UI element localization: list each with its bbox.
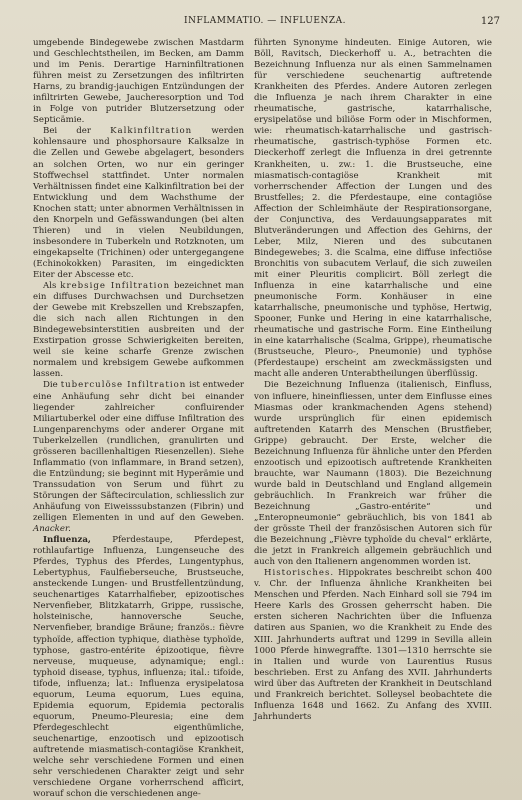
paragraph-text: werden kohlensaure und phosphorsaure Kalksalze in die Zellen und Gewebe abgelagert, besonders an solchen Orten, wo nur ein geringer Stoffwechsel stattfindet. Unter normalen Verhältnissen findet eine Kalkinfiltration bei der Entwicklung und dem Wachsthume der Knochen statt; unter abnormen Verhältnissen in den Knorpeln und Gefässwandungen (bei alten Thieren) und in vielen Neubildungen, insbesondere in Tuberkeln und Rotzknoten, um eingekapselte (Trichinen) oder untergegangene (Echinokokken) Parasiten, im eingedickten Eiter der Abscesse etc.: [33, 126, 244, 280]
paragraph-historisches: [254, 568, 492, 723]
paragraph-text: ist entweder eine Anhäufung sehr dicht bei einander liegender zahlreicher confluirender Miliartuberkel oder eine diffuse Infiltration des Lungenparenchyms oder anderer Organe mit Tuberkelzellen (rundlichen, granulirten und grösseren bacillenhaltigen Riesenzellen). Siehe Inflammatio (von inflammare, in Brand setzen), die Entzündung; sie beginnt mit Hyperämie und Transsudation von Serum und führt zu Störungen der Säftecirculation, schliesslich zur Anhäufung von Eiweisssubstanzen (Fibrin) und zelligen Elementen in und auf den Geweben.: [33, 380, 245, 524]
author-signature: Anacker.: [33, 524, 71, 535]
paragraph-bezeichnung: Die Bezeichnung Influenza (italienisch, Einfluss, von influere, hineinfliessen, unter dem Einflusse eines Miasmas oder krankmachenden Agens stehend) wurde ursprünglich für einen epidemisch auftretenden Katarrh des Menschen (Brustfieber, Grippe) gebraucht. Der Erste, welcher die Bezeichnung Influenza für ähnliche unter den Pferden enzootisch und epizootisch auftretende Krankheiten brauchte, war Naumann (1803). Die Bezeichnung wurde bald in Deutschland und England allgemein gebräuchlich. In Frankreich war früher die Bezeichnung „Gastro-entérite“ und „Enteropneumonie“ gebräuchlich, bis von 1841 ab der grösste Theil der französischen Autoren sich für die Bezeichnung „Fièvre typhoïde du cheval“ erklärte, die jetzt in Frankreich allgemein gebräuchlich und auch von den Italienern angenommen worden ist.: [254, 380, 492, 568]
paragraph-krebsige-infiltration: [33, 281, 244, 380]
paragraph-synonyme: führten Synonyme hindeuten. Einige Autoren, wie Böll, Ravitsch, Dieckerhoff u. A., betrachten die Bezeichnung Influenza nur als einen Sammelnamen für verschiedene seuchenartig auftretende Krankheiten des Pferdes. Andere Autoren zerlegen die Influenza je nach ihrem Charakter in eine rheumatische, gastrische, katarrhalische, erysipelatöse und biliöse Form oder in Mischformen, wie: rheumatisch-katarrhalische und gastrisch-rheumatische, gastrisch-typhöse Formen etc. Dieckerhoff zerlegt die Influenza in drei getrennte Krankheiten, u. zw.: 1. die Brustseuche, eine miasmatisch-contagiöse Krankheit mit vorherrschender Affection der Lungen und des Brustfelles; 2. die Pferdestaupe, eine contagiöse Affection der Schleimhäute der Respirationsorgane, der Conjunctiva, des Verdauungsapparates mit Blutveränderungen und Affection des Gehirns, der Leber, Milz, Nieren und des subcutanen Bindegewebes; 3. die Scalma, eine diffuse infectiöse Bronchitis von subacutem Verlauf, die sich zuweilen mit einer Pleuritis complicirt. Böll zerlegt die Influenza in eine katarrhalische und eine pneumonische Form. Konhäuser in eine katarrhalische, pneumonische und typhöse, Hertwig, Spooner, Funke und Hering in eine katarrhalische, rheumatische und gastrische Form. Eine Eintheilung in eine katarrhalische (Scalma, Grippe), rheumatische (Brustseuche, Pleuro-, Pneumonie) und typhöse (Pferdestaupe) erscheint am zweckmässigsten und macht alle anderen Unterabtheilungen überflüssig.: [254, 38, 492, 380]
paragraph-text: bezeichnet man ein diffuses Durchwachsen und Durchsetzen der Gewebe mit Krebszellen und Krebszapfen, die sich nach allen Richtungen in den Bindegewebsinterstitien ausbreiten und der Exstirpation grosse Schwierigkeiten bereiten, weil sie keine scharfe Grenze zwischen normalem und krebsigem Gewebe aufkommen lassen.: [33, 281, 245, 380]
paragraph-kalkinfiltration: [33, 126, 244, 281]
left-column: [33, 38, 245, 800]
paragraph-text: Pferdestaupe, Pferdepest, rothlaufartige Influenza, Lungenseuche des Pferdes, Typhus des Pferdes, Lungentyphus, Lebertyphus, Faulfieberseuche, Brustseuche, ansteckende Lungen- und Brustfellentzündung, seuchenartiges Katarrhalfieber, epizootisches Nervenfieber, Blitzkatarrh, Grippe, russische, holsteinische, hannoversche Seuche, Nervenfieber, brandige Bräune; französ.: fièvre typhoïde, affection typhique, diathèse typhoïde, typhose, gastro-entérite épizootique, fièvre nerveuse, muqueuse, adynamique; engl.: typhoid disease, typhus, influenza; ital.: tifoide, tifode, influenza; lat.: Influenza erysipelatosa equorum, Leuma equorum, Lues equina, Epidemia equorum, Epidemia pectoralis equorum, Pneumo-Pleuresia; eine dem Pferdegeschlecht eigenthümliche, seuchenartige, enzootisch und epizootisch auftretende miasmatisch-contagiöse Krankheit, welche sehr verschiedene Formen und einen sehr verschiedenen Charakter zeigt und sehr verschiedene Organe vorherrschend afficirt, worauf schon die verschiedenen ange-: [33, 535, 244, 800]
paragraph-influenza-entry: [33, 535, 244, 800]
paragraph-text: Hippokrates beschreibt schon 400 v. Chr. der Influenza ähnliche Krankheiten bei Menschen und Pferden. Nach Einhard soll sie 794 im Heere Karls des Grossen geherrscht haben. Die ersten sicheren Nachrichten über die Influenza datiren aus Spanien, wo die Krankheit zu Ende des XIII. Jahrhunderts auftrat und 1299 in Sevilla allein 1000 Pferde hinwegraffte. 1301—1310 herrschte sie in Italien und wurde von Laurentius Rusus beschrieben. Erst zu Anfang des XVII. Jahrhunderts wird über das Auftreten der Krankheit in Deutschland und Frankreich berichtet. Solleysel beobachtete die Influenza 1648 und 1662. Zu Anfang des XVIII. Jahrhunderts: [254, 568, 493, 722]
paragraph-lead: Bei der: [43, 126, 91, 137]
paragraph-lead: Die: [43, 380, 58, 391]
paragraph-harninfiltration: umgebende Bindegewebe zwischen Mastdarm und Geschlechtstheilen, im Becken, am Damm und im Penis. Derartige Harninfiltrationen führen meist zu Zersetzungen des infiltrirten Harns, zu brandig-jauchigen Entzündungen der infiltrirten Gewebe, Jaucheresorption und Tod in Folge von putrider Blutzersetzung oder Septicämie.: [33, 38, 244, 126]
term-kalkinfiltration: Kalkinfiltration: [110, 126, 193, 137]
running-head-title: INFLAMMATIO. — INFLUENZA.: [184, 16, 346, 26]
page-number: 127: [480, 16, 500, 27]
entry-headword-influenza: Influenza,: [43, 535, 91, 546]
paragraph-tuberculoese-infiltration: [33, 380, 244, 535]
term-tuberculoese-infiltration: tuberculöse Infiltration: [60, 380, 187, 391]
term-krebsige-infiltration: krebsige Infiltration: [60, 281, 171, 292]
paragraph-lead: Als: [43, 281, 57, 292]
running-head: [0, 16, 522, 32]
right-column: [254, 38, 492, 794]
term-historisches: Historisches.: [264, 568, 335, 579]
